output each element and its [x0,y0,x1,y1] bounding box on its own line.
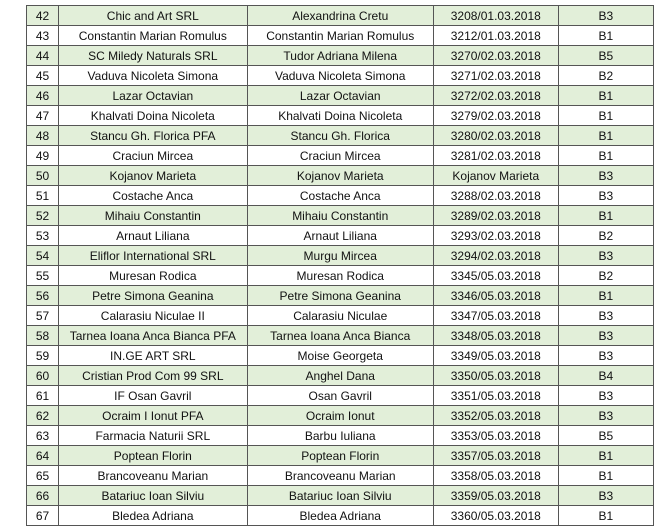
company-name-cell: Calarasiu Niculae II [59,306,248,326]
company-name-cell: Khalvati Doina Nicoleta [59,106,248,126]
category-cell: B1 [558,126,653,146]
table-row [27,26,654,46]
row-number-cell: 52 [27,206,59,226]
row-number-cell: 57 [27,306,59,326]
company-name-cell: Poptean Florin [59,446,248,466]
row-number-cell: 60 [27,366,59,386]
company-name-cell: Ocraim I Ionut PFA [59,406,248,426]
person-name-cell: Constantin Marian Romulus [247,26,433,46]
document-number-cell: 3272/02.03.2018 [433,86,558,106]
row-number-cell: 55 [27,266,59,286]
table-row [27,306,654,326]
document-number-cell: 3288/02.03.2018 [433,186,558,206]
document-number-cell: 3293/02.03.2018 [433,226,558,246]
table-row [27,466,654,486]
row-number-cell: 61 [27,386,59,406]
person-name-cell: Vaduva Nicoleta Simona [247,66,433,86]
category-cell: B3 [558,326,653,346]
category-cell: B5 [558,46,653,66]
table-row [27,166,654,186]
document-number-cell: 3208/01.03.2018 [433,6,558,26]
category-cell: B3 [558,346,653,366]
table-row [27,66,654,86]
table-row [27,186,654,206]
table-row [27,366,654,386]
person-name-cell: Brancoveanu Marian [247,466,433,486]
company-name-cell: Lazar Octavian [59,86,248,106]
category-cell: B1 [558,206,653,226]
row-number-cell: 54 [27,246,59,266]
row-number-cell: 56 [27,286,59,306]
person-name-cell: Poptean Florin [247,446,433,466]
category-cell: B1 [558,26,653,46]
table-row [27,266,654,286]
category-cell: B3 [558,166,653,186]
table-row [27,346,654,366]
person-name-cell: Arnaut Liliana [247,226,433,246]
document-number-cell: 3279/02.03.2018 [433,106,558,126]
company-name-cell: Cristian Prod Com 99 SRL [59,366,248,386]
row-number-cell: 58 [27,326,59,346]
table-row [27,406,654,426]
person-name-cell: Khalvati Doina Nicoleta [247,106,433,126]
company-name-cell: Muresan Rodica [59,266,248,286]
person-name-cell: Barbu Iuliana [247,426,433,446]
table-row [27,206,654,226]
document-number-cell: 3346/05.03.2018 [433,286,558,306]
row-number-cell: 51 [27,186,59,206]
table-row [27,446,654,466]
person-name-cell: Stancu Gh. Florica [247,126,433,146]
company-name-cell: Brancoveanu Marian [59,466,248,486]
category-cell: B5 [558,426,653,446]
table-row [27,46,654,66]
person-name-cell: Batariuc Ioan Silviu [247,486,433,506]
person-name-cell: Ocraim Ionut [247,406,433,426]
company-name-cell: Craciun Mircea [59,146,248,166]
company-name-cell: Tarnea Ioana Anca Bianca PFA [59,326,248,346]
company-name-cell: Costache Anca [59,186,248,206]
document-number-cell: 3270/02.03.2018 [433,46,558,66]
person-name-cell: Lazar Octavian [247,86,433,106]
table-row [27,286,654,306]
company-name-cell: Constantin Marian Romulus [59,26,248,46]
registration-table [26,5,654,526]
company-name-cell: Vaduva Nicoleta Simona [59,66,248,86]
person-name-cell: Bledea Adriana [247,506,433,526]
person-name-cell: Calarasiu Niculae [247,306,433,326]
document-number-cell: 3360/05.03.2018 [433,506,558,526]
person-name-cell: Tudor Adriana Milena [247,46,433,66]
row-number-cell: 64 [27,446,59,466]
table-row [27,126,654,146]
company-name-cell: Batariuc Ioan Silviu [59,486,248,506]
document-number-cell: 3351/05.03.2018 [433,386,558,406]
document-number-cell: 3349/05.03.2018 [433,346,558,366]
person-name-cell: Craciun Mircea [247,146,433,166]
person-name-cell: Kojanov Marieta [247,166,433,186]
document-number-cell: 3345/05.03.2018 [433,266,558,286]
person-name-cell: Muresan Rodica [247,266,433,286]
category-cell: B2 [558,266,653,286]
category-cell: B3 [558,186,653,206]
table-row [27,506,654,526]
row-number-cell: 63 [27,426,59,446]
document-number-cell: 3212/01.03.2018 [433,26,558,46]
company-name-cell: IN.GE ART SRL [59,346,248,366]
company-name-cell: Eliflor International SRL [59,246,248,266]
table-row [27,86,654,106]
row-number-cell: 67 [27,506,59,526]
document-number-cell: Kojanov Marieta [433,166,558,186]
person-name-cell: Murgu Mircea [247,246,433,266]
category-cell: B3 [558,406,653,426]
document-number-cell: 3357/05.03.2018 [433,446,558,466]
person-name-cell: Alexandrina Cretu [247,6,433,26]
person-name-cell: Costache Anca [247,186,433,206]
person-name-cell: Anghel Dana [247,366,433,386]
document-number-cell: 3294/02.03.2018 [433,246,558,266]
company-name-cell: SC Miledy Naturals SRL [59,46,248,66]
category-cell: B1 [558,506,653,526]
document-number-cell: 3352/05.03.2018 [433,406,558,426]
document-number-cell: 3358/05.03.2018 [433,466,558,486]
table-row [27,226,654,246]
person-name-cell: Mihaiu Constantin [247,206,433,226]
table-row [27,106,654,126]
category-cell: B3 [558,306,653,326]
category-cell: B1 [558,86,653,106]
company-name-cell: Kojanov Marieta [59,166,248,186]
company-name-cell: IF Osan Gavril [59,386,248,406]
document-number-cell: 3271/02.03.2018 [433,66,558,86]
person-name-cell: Tarnea Ioana Anca Bianca [247,326,433,346]
registration-table-body [27,6,654,526]
row-number-cell: 47 [27,106,59,126]
table-row [27,386,654,406]
category-cell: B3 [558,246,653,266]
document-number-cell: 3353/05.03.2018 [433,426,558,446]
company-name-cell: Bledea Adriana [59,506,248,526]
row-number-cell: 42 [27,6,59,26]
row-number-cell: 50 [27,166,59,186]
document-number-cell: 3348/05.03.2018 [433,326,558,346]
category-cell: B1 [558,466,653,486]
row-number-cell: 49 [27,146,59,166]
person-name-cell: Petre Simona Geanina [247,286,433,306]
table-row [27,146,654,166]
document-number-cell: 3347/05.03.2018 [433,306,558,326]
row-number-cell: 53 [27,226,59,246]
category-cell: B4 [558,366,653,386]
row-number-cell: 59 [27,346,59,366]
person-name-cell: Osan Gavril [247,386,433,406]
row-number-cell: 43 [27,26,59,46]
company-name-cell: Chic and Art SRL [59,6,248,26]
category-cell: B2 [558,226,653,246]
company-name-cell: Arnaut Liliana [59,226,248,246]
category-cell: B1 [558,146,653,166]
company-name-cell: Petre Simona Geanina [59,286,248,306]
row-number-cell: 48 [27,126,59,146]
table-row [27,326,654,346]
company-name-cell: Mihaiu Constantin [59,206,248,226]
company-name-cell: Farmacia Naturii SRL [59,426,248,446]
person-name-cell: Moise Georgeta [247,346,433,366]
row-number-cell: 46 [27,86,59,106]
row-number-cell: 45 [27,66,59,86]
table-row [27,246,654,266]
category-cell: B2 [558,66,653,86]
company-name-cell: Stancu Gh. Florica PFA [59,126,248,146]
document-number-cell: 3350/05.03.2018 [433,366,558,386]
table-row [27,6,654,26]
document-number-cell: 3281/02.03.2018 [433,146,558,166]
document-number-cell: 3289/02.03.2018 [433,206,558,226]
row-number-cell: 65 [27,466,59,486]
row-number-cell: 62 [27,406,59,426]
category-cell: B3 [558,486,653,506]
category-cell: B3 [558,386,653,406]
category-cell: B1 [558,106,653,126]
row-number-cell: 66 [27,486,59,506]
row-number-cell: 44 [27,46,59,66]
category-cell: B1 [558,286,653,306]
document-number-cell: 3359/05.03.2018 [433,486,558,506]
document-number-cell: 3280/02.03.2018 [433,126,558,146]
table-row [27,486,654,506]
category-cell: B3 [558,6,653,26]
table-row [27,426,654,446]
category-cell: B1 [558,446,653,466]
